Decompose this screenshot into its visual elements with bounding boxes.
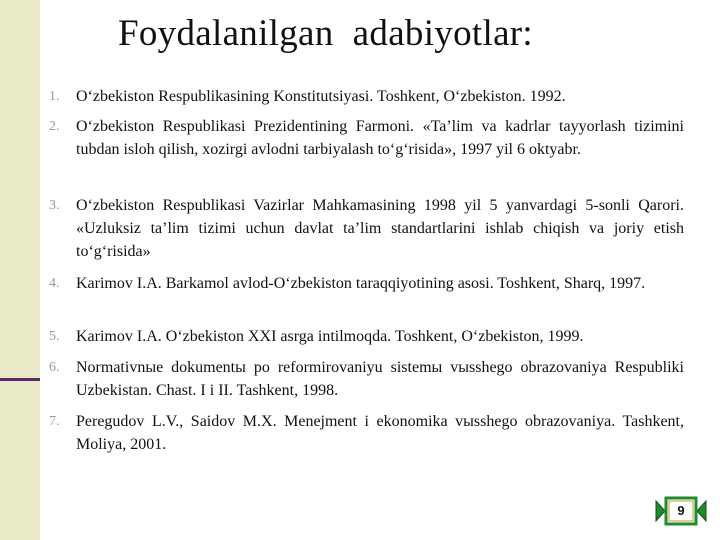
reference-text: Peregudov L.V., Saidov M.X. Menejment i ekonomika vыsshego obrazovaniya. Tashkent, Moliya, 2001.: [76, 413, 684, 453]
page-title: Foydalanilgan adabiyotlar:: [118, 13, 533, 54]
band-divider: [0, 378, 40, 381]
page-number: 9: [677, 503, 685, 518]
reference-text: Karimov I.A. O‘zbekiston XXI asrga intilmoqda. Toshkent, O‘zbekiston, 1999.: [76, 328, 584, 345]
reference-text: O‘zbekiston Respublikasining Konstitutsiyasi. Toshkent, O‘zbekiston. 1992.: [76, 88, 566, 105]
reference-text: O‘zbekiston Respublikasi Vazirlar Mahkamasining 1998 yil 5 yanvardagi 5-sonli Qarori. «Uzluksiz ta’lim tizimi uchun davlat ta’lim standartlarini ishlab chiqish va joriy etish to‘g‘risida»: [76, 197, 684, 260]
reference-number: 1.: [49, 89, 60, 104]
reference-text: Karimov I.A. Barkamol avlod-O‘zbekiston taraqqiyotining asosi. Toshkent, Sharq, 1997.: [76, 275, 646, 292]
left-decorative-band: [0, 0, 40, 540]
reference-text: O‘zbekiston Respublikasi Prezidentining Farmoni. «Ta’lim va kadrlar tayyorlash tizimini tubdan isloh qilish, xozirgi avlodni tarbiyalash to‘g‘risida», 1997 yil 6 oktyabr.: [76, 118, 684, 158]
reference-number: 6.: [49, 360, 60, 375]
reference-number: 7.: [49, 414, 60, 429]
page-number-badge[interactable]: [654, 492, 708, 530]
reference-number: 4.: [49, 276, 60, 291]
reference-number: 2.: [49, 119, 60, 134]
reference-number: 5.: [49, 329, 60, 344]
reference-text: Normativnыe dokumentы po reformirovaniyu sistemы vыsshego obrazovaniya Respubliki Uzbekistan. Chast. I i II. Tashkent, 1998.: [76, 359, 684, 399]
reference-number: 3.: [49, 198, 60, 213]
